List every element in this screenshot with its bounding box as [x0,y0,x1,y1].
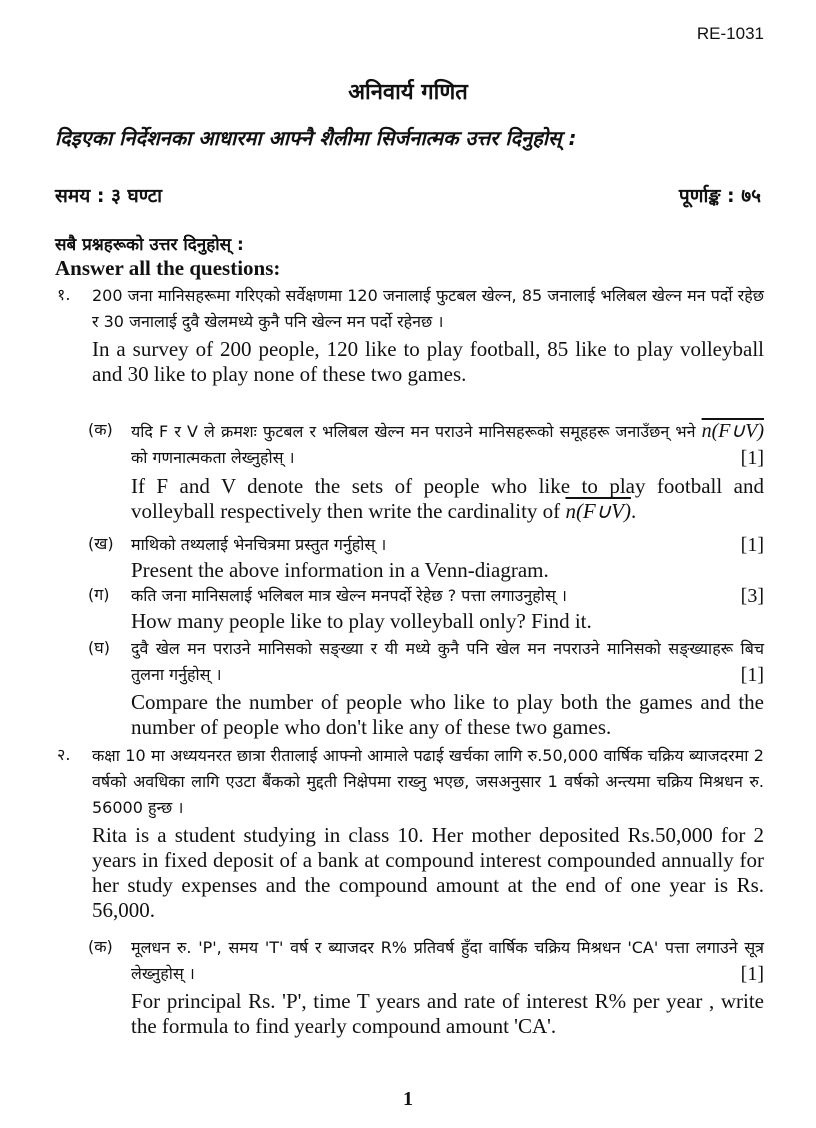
time-allowed: समय : ३ घण्टा [55,185,163,207]
question-1 [92,283,764,387]
marks-1d: [1] [740,664,764,686]
part-1d-nepali-text: दुवै खेल मन पराउने मानिसको सङ्ख्या र यी मध्ये कुनै पनि खेल मन नपराउने मानिसको सङ्ख्याहरू बिच तुलना गर्नुहोस् । [131,639,764,684]
marks-1c: [3] [740,585,764,607]
part-1d-english: Compare the number of people who like to play both the games and the number of people who don't like any of these two games. [131,690,764,739]
full-marks: पूर्णाङ्क : ७५ [678,185,761,207]
part-1a-english-text: If F and V denote the sets of people who like to play football and volleyball respectively then write the cardinality of [131,474,764,523]
question-1-nepali: 200 जना मानिसहरूमा गरिएको सर्वेक्षणमा 120 जनालाई फुटबल खेल्न, 85 जनालाई भलिबल खेल्न मन पर्दो रहेछ र 30 जनालाई दुवै खेलमध्ये कुनै पनि खेल्न मन पर्दो रहेनछ । [92,286,764,331]
part-label-2a: (क) [88,937,113,956]
question-2-english: Rita is a student studying in class 10. Her mother deposited Rs.50,000 for 2 years in fixed deposit of a bank at compound interest compounded annually for her study expenses and the compound amount at the end of one year is Rs. 56,000. [92,823,764,922]
paper-code: RE-1031 [696,24,764,43]
question-number-1: १. [57,285,71,304]
part-1a-english-end: . [630,499,637,523]
question-2 [92,743,764,923]
part-1c [131,583,764,634]
part-2a-english: For principal Rs. 'P', time T years and rate of interest R% per year , write the formula to find yearly compound amount 'CA'. [131,989,764,1038]
part-label-1d: (घ) [88,638,110,657]
part-label-1c: (ग) [88,585,110,604]
part-1a-english [131,474,764,524]
question-1-english: In a survey of 200 people, 120 like to play football, 85 like to play volleyball and 30 like to play none of these two games. [92,337,764,386]
page-number: 1 [403,1088,413,1110]
part-1a-nepali-text: यदि F र V ले क्रमशः फुटबल र भलिबल खेल्न मन पराउने मानिसहरूको समूहहरू जनाउँछन् भने [131,422,696,441]
part-2a [131,935,764,1039]
question-number-2: २. [57,745,71,764]
part-2a-nepali-text: मूलधन रु. 'P', समय 'T' वर्ष र ब्याजदर R% प्रतिवर्ष हुँदा वार्षिक चक्रिय मिश्रधन 'CA' पत्ता लगाउने सूत्र लेख्नुहोस् । [131,938,764,983]
general-instruction: दिइएका निर्देशनका आधारमा आफ्नै शैलीमा सिर्जनात्मक उत्तर दिनुहोस् : [55,126,577,150]
part-2a-nepali [131,935,764,987]
part-1c-nepali-text: कति जना मानिसलाई भलिबल मात्र खेल्न मनपर्दो रेहेछ ? पत्ता लगाउनुहोस् । [131,586,567,605]
part-1a [131,418,764,524]
marks-1b: [1] [740,534,764,556]
part-1a-nepali [131,418,764,471]
set-union-math-2: n(F∪V) [565,499,631,523]
set-union-math: n(F∪V) [701,420,764,442]
subject-title: अनिवार्य गणित [348,80,468,105]
part-1d-nepali [131,636,764,688]
part-label-1b: (ख) [88,534,114,553]
part-label-1a: (क) [88,420,113,439]
question-2-nepali: कक्षा 10 मा अध्ययनरत छात्रा रीतालाई आफ्नो आमाले पढाई खर्चका लागि रु.50,000 वार्षिक चक्रिय ब्याजदरमा 2 वर्षको अवधिका लागि एउटा बैंकको मुद्दती निक्षेपमा राख्नु भएछ, जसअनुसार 1 वर्षको अन्त्यमा चक्रिय मिश्रधन रु. 56000 हुन्छ । [92,746,764,817]
part-1c-english: How many people like to play volleyball only? Find it. [131,609,592,633]
part-1b-nepali-text: माथिको तथ्यलाई भेनचित्रमा प्रस्तुत गर्नुहोस् । [131,535,387,554]
answer-all-nepali: सबै प्रश्नहरूको उत्तर दिनुहोस् : [55,235,244,255]
part-1b [131,532,764,583]
part-1c-nepali [131,583,764,609]
part-1a-nepali-text-2: को गणनात्मकता लेख्नुहोस् । [131,448,295,467]
part-1d [131,636,764,740]
marks-1a: [1] [740,447,764,469]
answer-all-english: Answer all the questions: [55,256,281,280]
part-1b-nepali [131,532,764,558]
part-1b-english: Present the above information in a Venn-diagram. [131,558,549,582]
marks-2a: [1] [740,963,764,985]
